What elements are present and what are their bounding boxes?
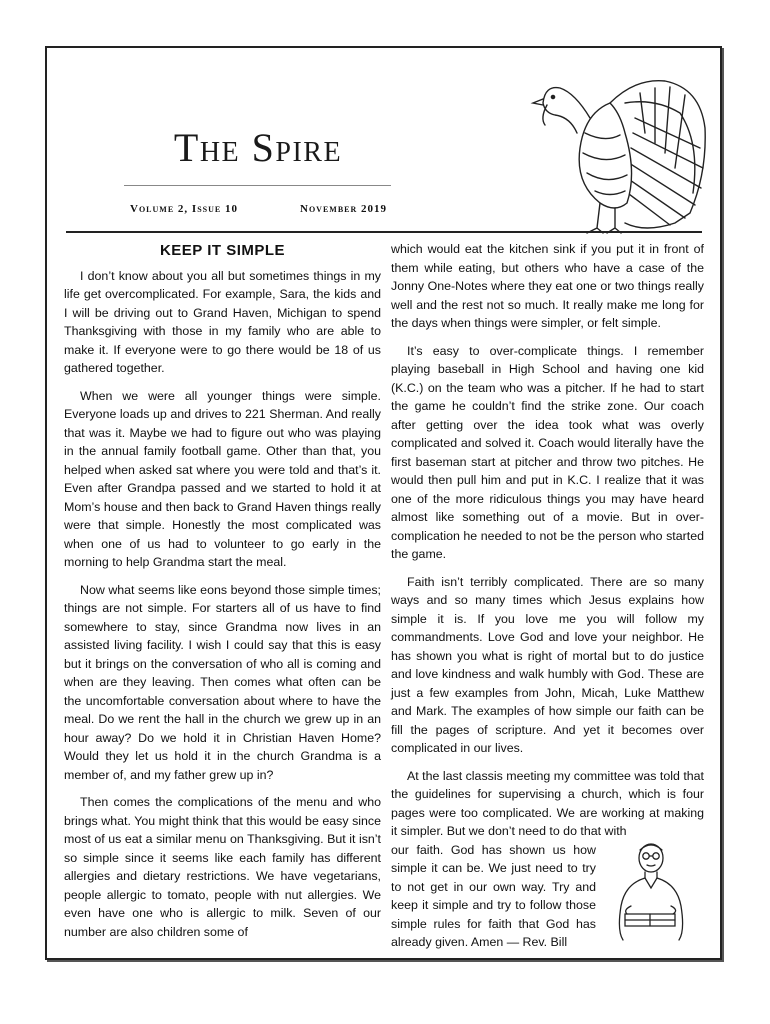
pastor-illustration	[605, 836, 697, 941]
volume-issue: Volume 2, Issue 10	[130, 203, 238, 215]
article-paragraph: It’s easy to over-complicate things. I remember playing baseball in High School and having one kid (K.C.) on the team who was a pitcher. If he had to start the game he couldn’t find the strike zone. Our coach after getting over the idea took what was overly complicated and solved it. Coach would literally have the first baseman start at pitcher and throw two pitches. He would then pull him and put in K.C. I realize that it was one of the more ridiculous things you may have heard almost like something out of a movie. But in over-complication he needed to not be the person who started the game.	[391, 343, 704, 561]
issue-date: November 2019	[300, 203, 388, 215]
turkey-illustration	[515, 73, 710, 238]
article-closing: our faith. God has shown us how simple it can be. We just need to try to not get in our own way. Try and keep it simple and try to follow those simple rules for faith that God has already given. Amen — Rev. Bill	[391, 842, 596, 949]
newsletter-title: The Spire	[173, 125, 343, 170]
article-paragraph: When we were all younger things were simple. Everyone loads up and drives to 221 Sherman. And really that was it. Maybe we had to figure out who was playing in the annual family football game. Other than that, you helped when asked sat where you were told and that’s it. Even after Grandpa passed and we started to hold it at Mom’s house and then back to Grand Haven things really were that simple. Honestly the most complicated was when one of us had to volunteer to go early in the morning to help Grandma start the meal.	[64, 388, 381, 569]
header-rule	[66, 231, 702, 233]
article-paragraph: Now what seems like eons beyond those simple times; things are not simple. For starters all of us have to find somewhere to stay, since Grandma now lives in an assisted living facility. I wish I could say that this is easy but it brings on the conversation of who all is coming and when are they leaving. Then comes what often can be the uncomfortable conversation about where to have the meal. Do we rent the hall in the church we grew up in an hour away? Do we hold it in Christian Haven Home? Would they let us hold it in the church Grandma is a member of, and my father grew up in?	[64, 582, 381, 782]
article-paragraph: At the last classis meeting my committee was told that the guidelines for supervising a church, which is four pages were too complicated. We are working at making it simpler. But we don’t need to do that with	[391, 768, 704, 838]
article-headline: KEEP IT SIMPLE	[159, 242, 286, 259]
left-column	[64, 240, 381, 950]
masthead-divider	[124, 185, 391, 186]
article-continuation: which would eat the kitchen sink if you put it in front of them while eating, but others who have a case of the Jonny One-Notes where they eat one or two things really well and the rest not so much. It really make me long for the days when things were simpler, or felt simple.	[391, 242, 704, 330]
article-paragraph: Then comes the complications of the menu and who brings what. You might think that this would be easy since most of us eat a similar menu on Thanksgiving. But it isn’t so simple since it seems like each family has different allergies and dietary restrictions. We have vegetarians, people allergic to tomato, people with nut allergies. We even have one who is allergic to milk. Seven of our number are also children some of	[64, 795, 381, 939]
article-paragraph: I don’t know about you all but sometimes things in my life get overcomplicated. For example, Sara, the kids and I will be driving out to Grand Haven, Michigan to spend Thanksgiving with those in my family who are able to make it. If everyone were to go there would be 18 of us gathered together.	[64, 268, 381, 375]
article-paragraph: Faith isn’t terribly complicated. There are so many ways and so many times which Jesus explains how simple it is. If you love me you will follow my commandments. Love God and love your neighbor. He has shown you what is right of mortal but to do justice and love kindness and walk humbly with God. These are just a few examples from John, Micah, Luke Matthew and Mark. The examples of how simple our faith can be fill the pages of scripture. And yet it becomes over complicated in our lives.	[391, 574, 704, 755]
